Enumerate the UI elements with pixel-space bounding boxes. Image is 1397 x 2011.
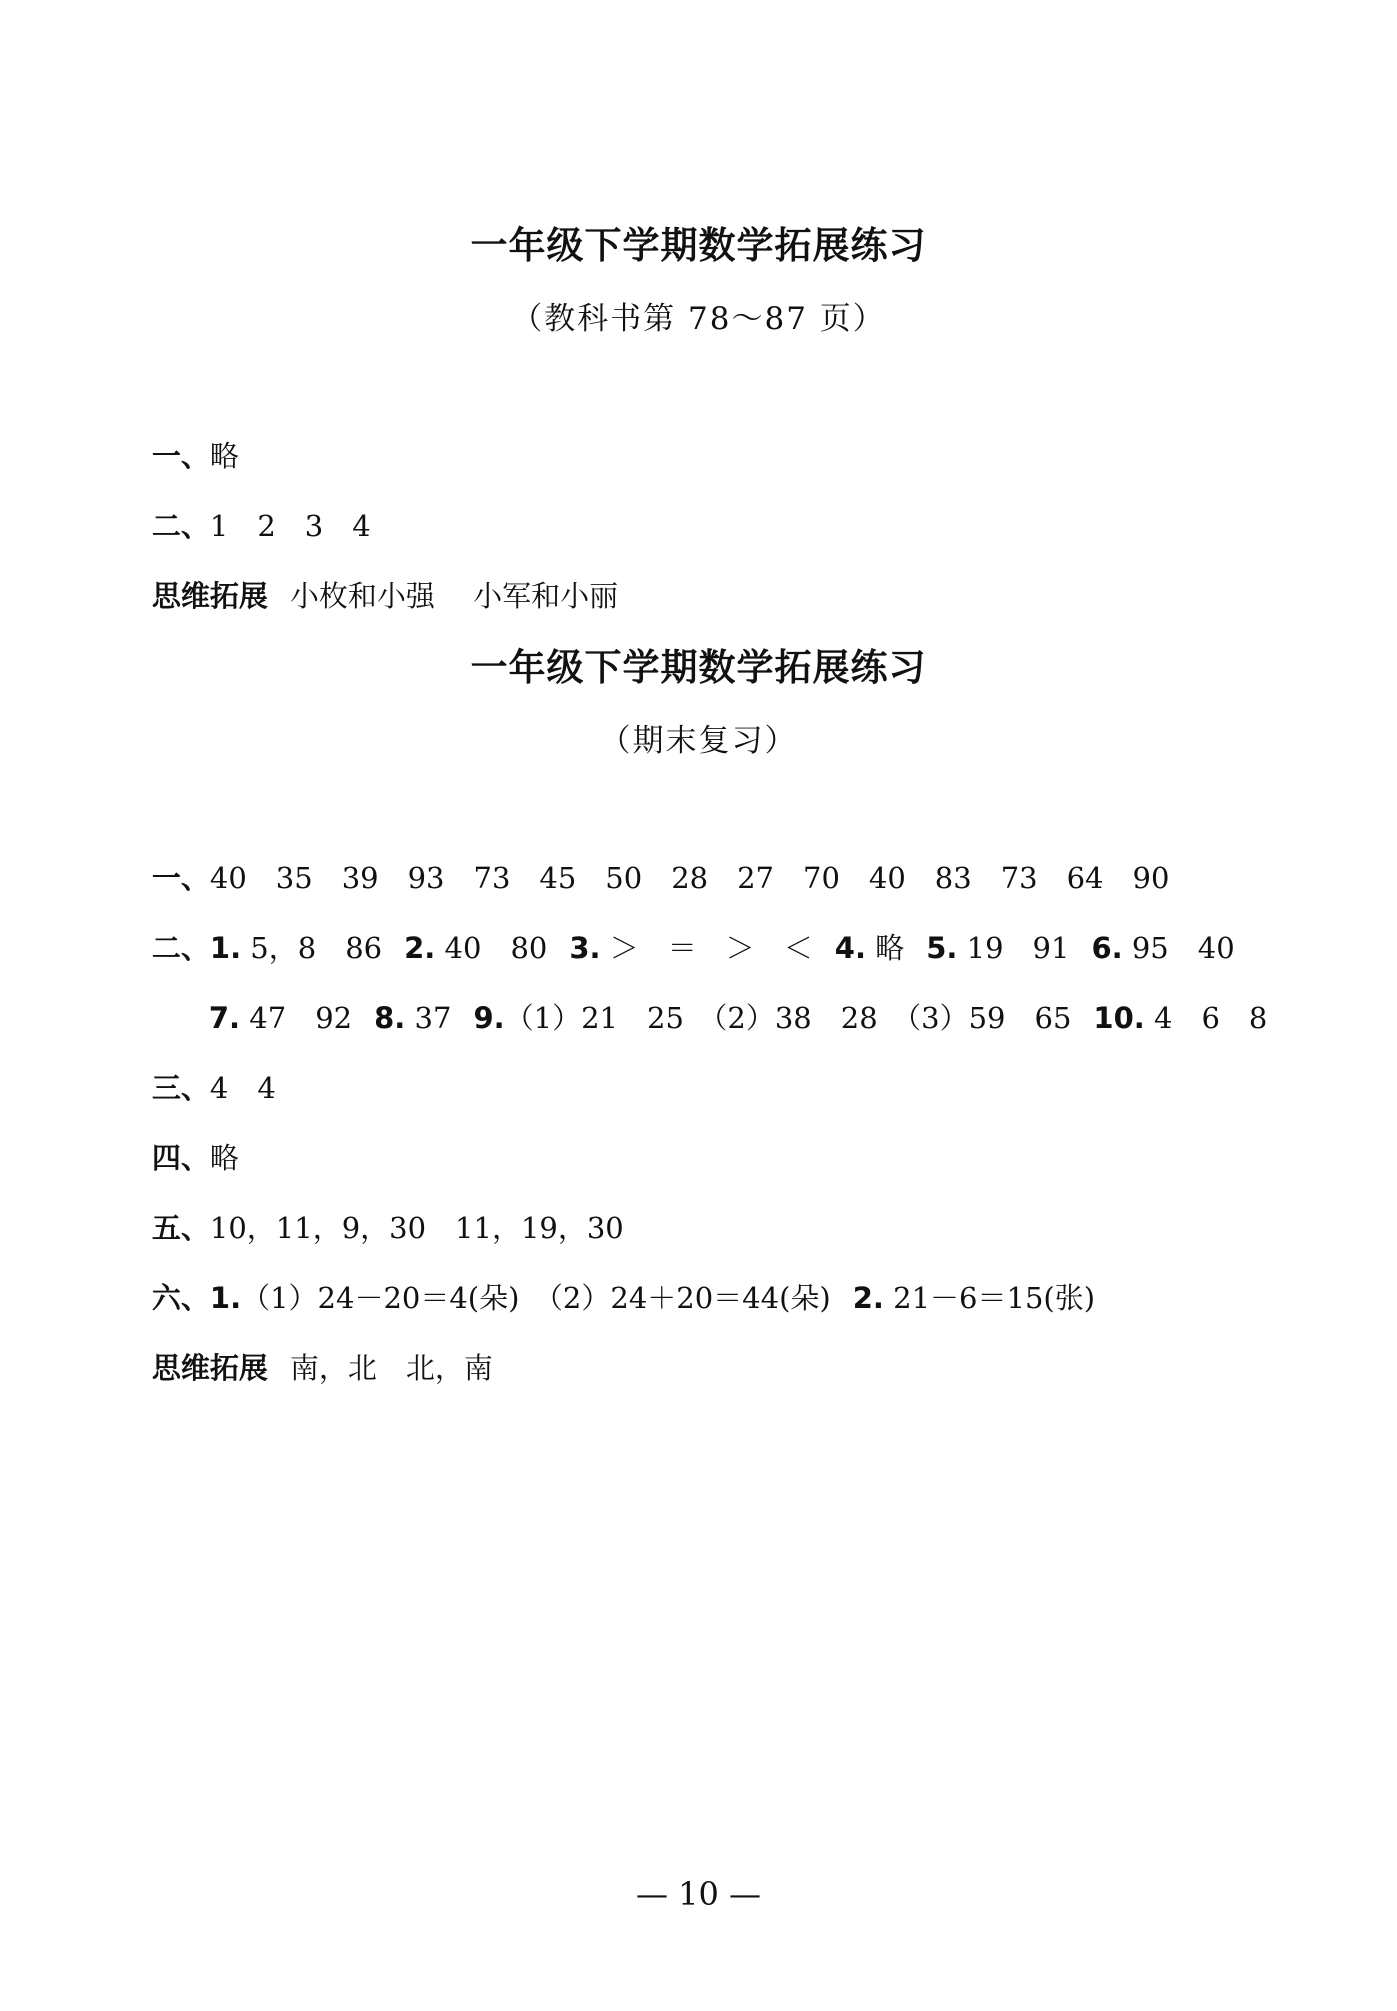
s2-q2-item-5: 19 91 [957,931,1070,965]
s2-q2-item-10-number: 10. [1093,1001,1145,1035]
s2-q2-item-6: 95 40 [1122,931,1235,965]
s2-q2-item-7-number: 7. [208,1001,241,1035]
s1-q2-label: 二、 [151,509,210,543]
s2-q2-label: 二、 [151,931,210,965]
s2-q2-item-3-number: 3. [569,931,601,965]
section2-title: 一年级下学期数学拓展练习 [470,646,927,689]
s2-q2-item-10: 4 6 8 [1144,1001,1268,1035]
s2-q2-item-1: 5，8 86 [241,931,383,965]
s2-q4-label: 四、 [151,1141,210,1175]
s2-q3-label: 三、 [151,1071,210,1105]
page-number: — 10 — [635,1875,762,1913]
s2-q2-item-6-number: 6. [1091,931,1123,965]
s2-q2-item-3: ＞ ＝ ＞ ＜ [600,931,813,965]
s2-extension-label: 思维拓展 [151,1351,268,1385]
s2-q2-item-9-number: 9. [473,1001,505,1035]
s2-q5-label: 五、 [151,1211,210,1245]
s2-q2-item-9: （1）21 25 （2）38 28 （3）59 65 [504,1001,1072,1035]
s2-q6-item-1-number: 1. [209,1281,242,1315]
s2-q2-item-4: 略 [865,931,905,965]
section2-subtitle: （期末复习） [599,723,798,759]
s2-q4-answer: 略 [209,1141,239,1175]
s1-q1-label: 一、 [151,439,210,473]
s2-q2-item-5-number: 5. [926,931,958,965]
s1-extension-label: 思维拓展 [151,579,268,613]
s2-q6-item-2: 21－6＝15(张) [883,1281,1096,1315]
s2-extension-answer: 南，北 北，南 [289,1351,493,1385]
s2-q3-answer: 4 4 [209,1071,276,1105]
s1-extension-answer: 小枚和小强 小军和小丽 [289,579,619,613]
s2-q6-label: 六、 [151,1281,210,1315]
s2-q2-item-4-number: 4. [834,931,866,965]
s2-q2-item-7: 47 92 [240,1001,353,1035]
s2-q2-item-2-number: 2. [404,931,436,965]
s2-q1-answer: 40 35 39 93 73 45 50 28 27 70 40 83 73 64 90 [209,861,1170,895]
s1-extension-line [115,540,618,649]
s2-q2-item-8-number: 8. [374,1001,406,1035]
s2-q1-label: 一、 [151,861,210,895]
s2-q2-item-8: 37 [405,1001,452,1035]
section1-title: 一年级下学期数学拓展练习 [470,224,927,267]
s2-q6-item-1: （1）24－20＝4(朵) （2）24＋20＝44(朵) [241,1281,831,1315]
s2-q2-item-2: 40 80 [435,931,548,965]
s2-q6-item-2-number: 2. [852,1281,884,1315]
s2-q5-answer: 10，11，9，30 11，19，30 [209,1211,624,1245]
s1-q2-answer: 1 2 3 4 [209,509,371,543]
section1-subtitle: （教科书第 78～87 页） [511,301,886,337]
s1-q1-answer: 略 [209,439,239,473]
s2-q2-item-1-number: 1. [209,931,242,965]
s2-q2-line-continued [172,962,1267,1071]
s2-extension-line [115,1312,493,1421]
